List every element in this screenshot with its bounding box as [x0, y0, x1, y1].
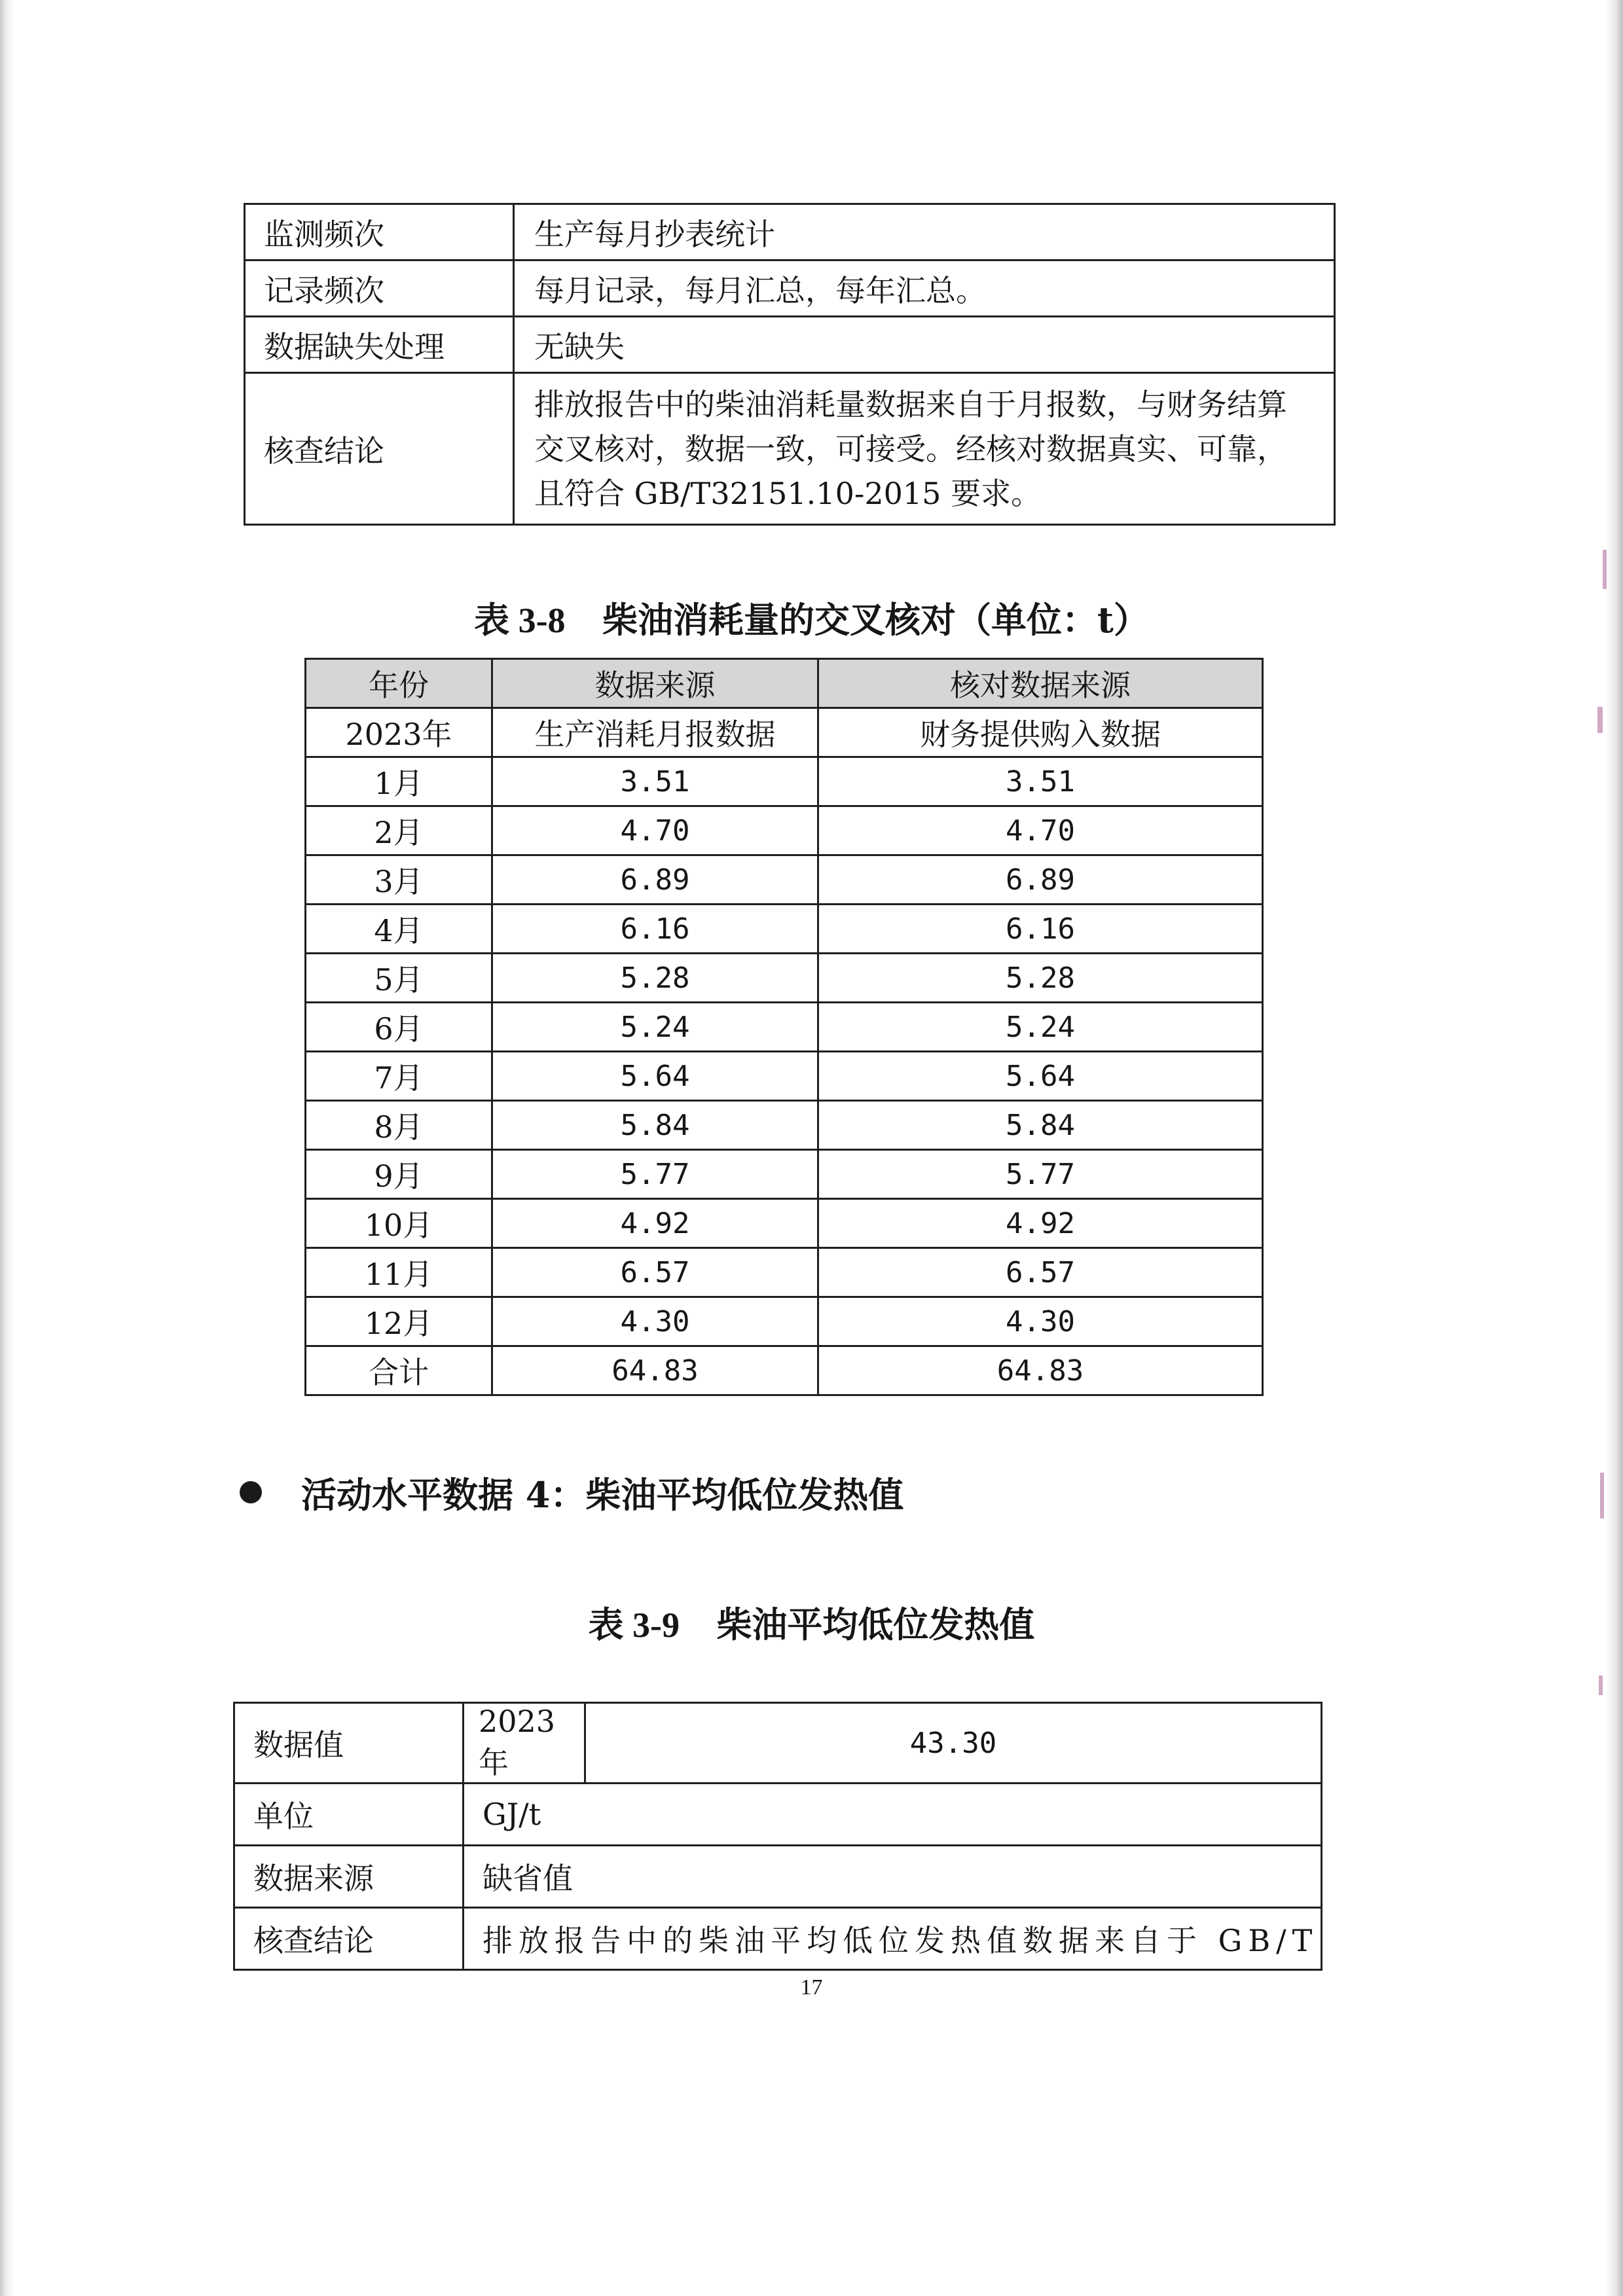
subheader-cell: 生产消耗月报数据 — [492, 708, 818, 757]
month-cell: 6月 — [306, 1003, 492, 1052]
value-cell: 4.92 — [818, 1199, 1263, 1248]
table-caption-3-8 — [0, 592, 1623, 643]
table-row — [306, 806, 1263, 855]
subheader-cell: 2023年 — [306, 708, 492, 757]
value-cell: 3.51 — [818, 757, 1263, 806]
row-label: 核查结论 — [245, 373, 514, 525]
table-row — [245, 373, 1335, 525]
column-header: 核对数据来源 — [818, 659, 1263, 708]
table-row — [234, 1784, 1322, 1846]
row-label: 记录频次 — [245, 260, 514, 317]
month-cell: 7月 — [306, 1052, 492, 1101]
value-cell: 5.64 — [492, 1052, 818, 1101]
table-row — [234, 1908, 1322, 1970]
bullet-dot-icon — [240, 1481, 262, 1503]
caption-title: 柴油消耗量的交叉核对（单位：t） — [602, 599, 1149, 641]
table-row — [234, 1703, 1322, 1784]
table-row — [234, 1846, 1322, 1908]
table-body — [306, 757, 1263, 1346]
column-header: 数据来源 — [492, 659, 818, 708]
value-cell: 6.16 — [492, 905, 818, 954]
table-row — [245, 260, 1335, 317]
month-cell: 3月 — [306, 855, 492, 905]
value-cell: 6.89 — [492, 855, 818, 905]
caption-title: 柴油平均低位发热值 — [716, 1604, 1035, 1645]
value-cell: 5.77 — [818, 1150, 1263, 1199]
total-cell: 64.83 — [818, 1346, 1263, 1395]
table-row — [245, 317, 1335, 373]
column-header: 年份 — [306, 659, 492, 708]
subheader-cell: 财务提供购入数据 — [818, 708, 1263, 757]
value-cell: 5.28 — [492, 954, 818, 1003]
conclusion-line: 交叉核对，数据一致，可接受。经核对数据真实、可靠， — [534, 431, 1287, 467]
table-row — [245, 204, 1335, 260]
value-cell: 4.70 — [492, 806, 818, 855]
row-label: 单位 — [234, 1784, 464, 1846]
scan-mark — [1600, 1473, 1604, 1518]
row-value: 每月记录，每月汇总，每年汇总。 — [514, 260, 1335, 317]
value-cell: 4.30 — [818, 1297, 1263, 1346]
value-cell: 5.77 — [492, 1150, 818, 1199]
scan-mark — [1599, 1676, 1603, 1695]
table-row — [306, 954, 1263, 1003]
value-cell: 5.28 — [818, 954, 1263, 1003]
value-cell: 5.84 — [818, 1101, 1263, 1150]
scan-edge-right — [1605, 0, 1623, 2296]
value-cell: 4.70 — [818, 806, 1263, 855]
table-row — [306, 1297, 1263, 1346]
value-cell: 4.92 — [492, 1199, 818, 1248]
month-cell: 5月 — [306, 954, 492, 1003]
month-cell: 1月 — [306, 757, 492, 806]
row-label: 数据值 — [234, 1703, 464, 1784]
month-cell: 8月 — [306, 1101, 492, 1150]
month-cell: 10月 — [306, 1199, 492, 1248]
value-cell: 4.30 — [492, 1297, 818, 1346]
row-value: 缺省值 — [464, 1846, 1322, 1908]
table-header-row — [306, 659, 1263, 708]
row-value: 无缺失 — [514, 317, 1335, 373]
table-caption-3-9 — [0, 1597, 1623, 1647]
table-row — [306, 757, 1263, 806]
row-label: 数据来源 — [234, 1846, 464, 1908]
month-cell: 12月 — [306, 1297, 492, 1346]
month-cell: 9月 — [306, 1150, 492, 1199]
table-subheader-row — [306, 708, 1263, 757]
total-cell: 64.83 — [492, 1346, 818, 1395]
caption-number: 表 3-8 — [474, 601, 566, 640]
value-cell: 5.64 — [818, 1052, 1263, 1101]
heating-value-table — [233, 1702, 1322, 1971]
value-cell: 5.24 — [818, 1003, 1263, 1052]
total-label: 合计 — [306, 1346, 492, 1395]
month-cell: 4月 — [306, 905, 492, 954]
table-row — [306, 1199, 1263, 1248]
row-value: 排放报告中的柴油平均低位发热值数据来自于 GB/T — [464, 1908, 1322, 1970]
value-cell: 6.57 — [492, 1248, 818, 1297]
page-number: 17 — [800, 1975, 823, 2000]
scan-mark — [1603, 550, 1607, 589]
table-row — [306, 855, 1263, 905]
scan-mark — [1597, 707, 1603, 733]
table-row — [306, 1052, 1263, 1101]
table-row — [306, 905, 1263, 954]
diesel-cross-check-table — [304, 658, 1264, 1396]
conclusion-line: 且符合 GB/T32151.10-2015 要求。 — [534, 475, 1042, 511]
conclusion-line: 排放报告中的柴油消耗量数据来自于月报数，与财务结算 — [534, 386, 1287, 422]
value-cell: 3.51 — [492, 757, 818, 806]
value-cell: 6.57 — [818, 1248, 1263, 1297]
table-total-row — [306, 1346, 1263, 1395]
value-cell: 6.16 — [818, 905, 1263, 954]
value-cell: 5.24 — [492, 1003, 818, 1052]
caption-number: 表 3-9 — [588, 1605, 680, 1645]
data-value-cell: 43.30 — [585, 1703, 1322, 1784]
value-cell: 5.84 — [492, 1101, 818, 1150]
conclusion-text — [514, 373, 1335, 525]
table-row — [306, 1248, 1263, 1297]
row-value: 生产每月抄表统计 — [514, 204, 1335, 260]
year-cell: 2023 年 — [464, 1703, 585, 1784]
bullet-heading: 活动水平数据 4：柴油平均低位发热值 — [301, 1473, 904, 1516]
section-bullet — [240, 1469, 903, 1515]
row-value: GJ/t — [464, 1784, 1322, 1846]
monitoring-info-table — [244, 203, 1336, 526]
row-label: 核查结论 — [234, 1908, 464, 1970]
scan-edge-left — [0, 0, 14, 2296]
month-cell: 2月 — [306, 806, 492, 855]
value-cell: 6.89 — [818, 855, 1263, 905]
row-label: 数据缺失处理 — [245, 317, 514, 373]
table-row — [306, 1150, 1263, 1199]
table-row — [306, 1101, 1263, 1150]
month-cell: 11月 — [306, 1248, 492, 1297]
row-label: 监测频次 — [245, 204, 514, 260]
table-row — [306, 1003, 1263, 1052]
